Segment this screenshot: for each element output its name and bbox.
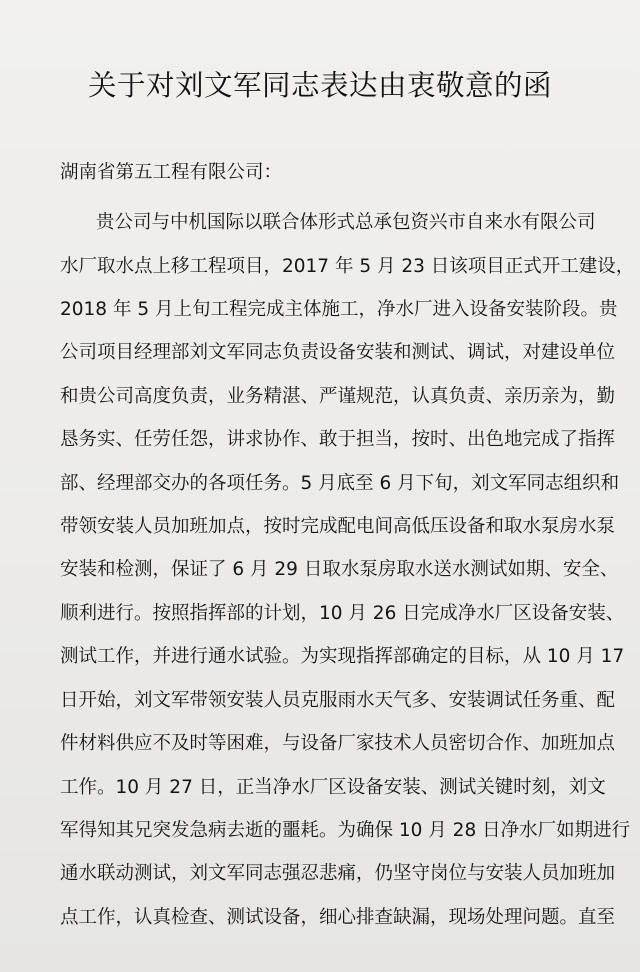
body-line: 通水联动测试，刘文军同志强忍悲痛，仍坚守岗位与安装人员加班加: [60, 863, 616, 884]
body-line: 2018 年 5 月上旬工程完成主体施工，净水厂进入设备安装阶段。贵: [60, 299, 618, 320]
body-line: 军得知其兄突发急病去逝的噩耗。为确保 10 月 28 日净水厂如期进行: [60, 820, 631, 841]
body-line: 安装和检测，保证了 6 月 29 日取水泵房取水送水测试如期、安全、: [60, 559, 619, 580]
body-line: 和贵公司高度负责，业务精湛、严谨规范，认真负责、亲历亲为，勤: [60, 386, 616, 407]
salutation: 湖南省第五工程有限公司：: [60, 162, 283, 183]
body-line: 日开始，刘文军带领安装人员克服雨水天气多、安装调试任务重、配: [60, 690, 616, 711]
body-line: 点工作，认真检查、测试设备，细心排查缺漏，现场处理问题。直至: [60, 907, 616, 928]
body-line: 公司项目经理部刘文军同志负责设备安装和测试、调试，对建设单位: [60, 342, 616, 363]
letter-title: 关于对刘文军同志表达由衷敬意的函: [87, 69, 552, 102]
body-line: 贵公司与中机国际以联合体形式总承包资兴市自来水有限公司: [96, 212, 596, 233]
body-line: 件材料供应不及时等困难，与设备厂家技术人员密切合作、加班加点: [60, 733, 616, 754]
body-line: 工作。10 月 27 日，正当净水厂区设备安装、测试关键时刻，刘文: [60, 777, 606, 798]
body-line: 部、经理部交办的各项任务。5 月底至 6 月下旬，刘文军同志组织和: [60, 473, 620, 494]
body-line: 恳务实、任劳任怨，讲求协作、敢于担当，按时、出色地完成了指挥: [60, 429, 616, 450]
body-line: 测试工作，并进行通水试验。为实现指挥部确定的目标，从 10 月 17: [60, 646, 625, 667]
body-line: 顺利进行。按照指挥部的计划，10 月 26 日完成净水厂区设备安装、: [60, 603, 625, 624]
body-line: 带领安装人员加班加点，按时完成配电间高低压设备和取水泵房水泵: [60, 516, 616, 537]
body-line: 水厂取水点上移工程项目，2017 年 5 月 23 日该项目正式开工建设，: [60, 256, 635, 277]
